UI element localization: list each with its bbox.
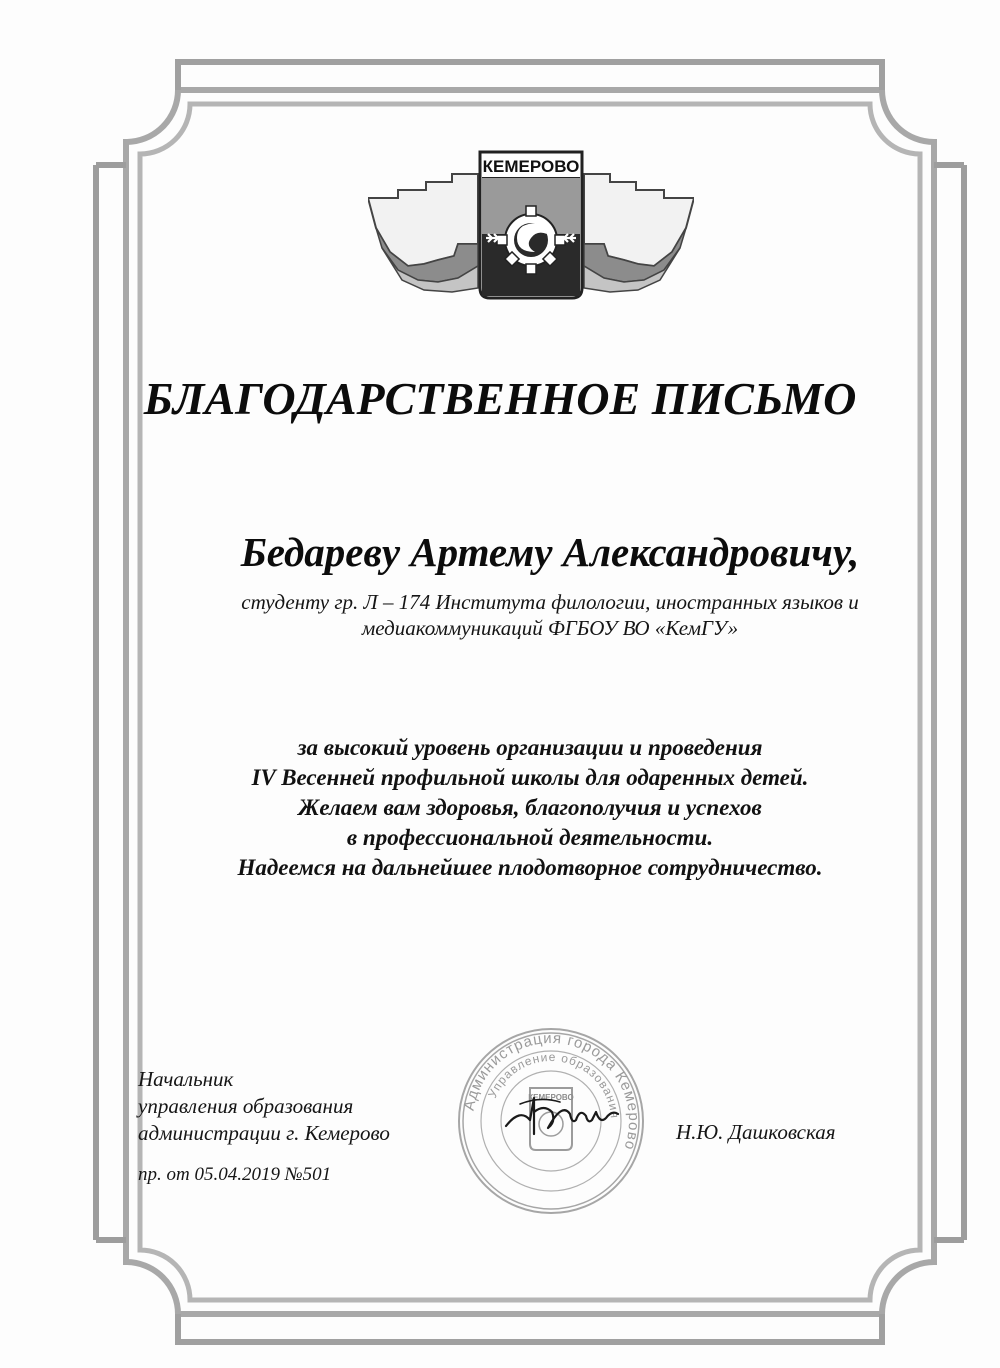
signatory-name: Н.Ю. Дашковская xyxy=(676,1120,836,1144)
seal-center-label: КЕМЕРОВО xyxy=(528,1093,574,1102)
gratitude-line: IV Весенней профильной школы для одаренных детей. xyxy=(251,765,809,790)
signatory-position-line: управления образования xyxy=(138,1094,354,1118)
seal-inner-text: Управление образования xyxy=(485,1049,623,1120)
emblem-city-label: КЕМЕРОВО xyxy=(482,157,580,176)
handwritten-signature-icon xyxy=(500,1090,630,1140)
gratitude-line: Надеемся на дальнейшее плодотворное сотрудничество. xyxy=(237,855,823,880)
recipient-role-line: студенту гр. Л – 174 Института филологии, иностранных языков и xyxy=(241,590,859,614)
signatory-position-line: Начальник xyxy=(138,1067,234,1091)
recipient-name: Бедареву Артему Александровичу, xyxy=(240,529,860,575)
recipient-role xyxy=(190,589,910,641)
seal-outer-text: Администрация города Кемерово xyxy=(460,1029,643,1153)
recipient-role-line: медиакоммуникаций ФГБОУ ВО «КемГУ» xyxy=(361,616,739,640)
gratitude-line: Желаем вам здоровья, благополучия и успехов xyxy=(298,795,762,820)
gratitude-line: в профессиональной деятельности. xyxy=(346,825,714,850)
signatory-position-line: администрации г. Кемерово xyxy=(138,1121,390,1145)
signatory-position xyxy=(138,1066,458,1147)
gratitude-text xyxy=(130,733,930,883)
gratitude-line: за высокий уровень организации и проведения xyxy=(297,735,763,760)
document-title: БЛАГОДАРСТВЕННОЕ ПИСЬМО xyxy=(143,373,857,424)
kemerovo-coat-of-arms-icon xyxy=(368,148,694,304)
order-reference: пр. от 05.04.2019 №501 xyxy=(138,1164,332,1185)
